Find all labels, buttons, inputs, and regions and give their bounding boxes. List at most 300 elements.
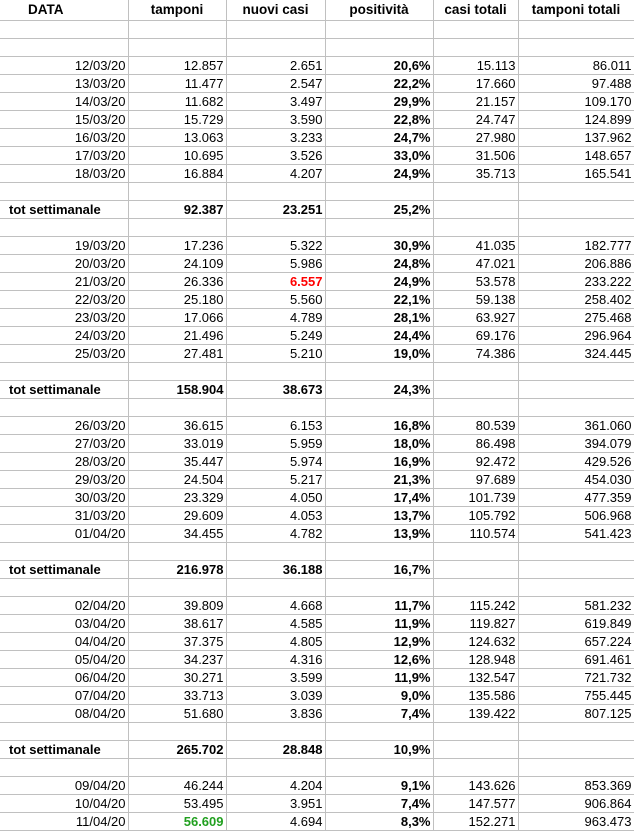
cell-date[interactable]: 04/04/20 xyxy=(0,633,128,651)
cell-casi-totali[interactable]: 110.574 xyxy=(433,525,518,543)
cell-tamponi-totali[interactable]: 324.445 xyxy=(518,345,634,363)
cell-tamponi[interactable]: 10.695 xyxy=(128,147,226,165)
header-tamponi[interactable]: tamponi xyxy=(128,0,226,21)
cell-date[interactable]: 27/03/20 xyxy=(0,435,128,453)
empty-cell[interactable] xyxy=(433,219,518,237)
cell-casi-totali[interactable]: 47.021 xyxy=(433,255,518,273)
cell-tamponi-totali[interactable]: 853.369 xyxy=(518,777,634,795)
cell-tamponi[interactable]: 17.236 xyxy=(128,237,226,255)
cell-tamponi-totali[interactable]: 963.473 xyxy=(518,813,634,831)
cell-positivita[interactable]: 18,0% xyxy=(325,435,433,453)
cell-positivita[interactable]: 12,6% xyxy=(325,651,433,669)
cell-tamponi-totali[interactable]: 206.886 xyxy=(518,255,634,273)
empty-cell[interactable] xyxy=(518,363,634,381)
cell-date[interactable]: 03/04/20 xyxy=(0,615,128,633)
cell-tamponi-totali[interactable]: 506.968 xyxy=(518,507,634,525)
cell-tamponi-totali[interactable]: 137.962 xyxy=(518,129,634,147)
empty-cell[interactable] xyxy=(518,399,634,417)
cell-tamponi[interactable]: 34.237 xyxy=(128,651,226,669)
cell-tamponi[interactable]: 17.066 xyxy=(128,309,226,327)
cell-nuovi-casi[interactable]: 4.585 xyxy=(226,615,325,633)
empty-cell[interactable] xyxy=(128,363,226,381)
empty-cell[interactable] xyxy=(518,219,634,237)
total-positivita[interactable]: 24,3% xyxy=(325,381,433,399)
table-row xyxy=(0,435,634,453)
cell-date[interactable]: 15/03/20 xyxy=(0,111,128,129)
empty-cell[interactable] xyxy=(433,579,518,597)
cell-casi-totali[interactable]: 101.739 xyxy=(433,489,518,507)
empty-row xyxy=(0,579,634,597)
cell-nuovi-casi[interactable]: 5.217 xyxy=(226,471,325,489)
empty-cell[interactable] xyxy=(0,723,128,741)
table-row xyxy=(0,417,634,435)
empty-cell[interactable] xyxy=(0,21,128,39)
cell-nuovi-casi[interactable]: 3.599 xyxy=(226,669,325,687)
cell-casi-totali[interactable]: 97.689 xyxy=(433,471,518,489)
cell-tamponi[interactable]: 15.729 xyxy=(128,111,226,129)
cell-nuovi-casi[interactable]: 5.249 xyxy=(226,327,325,345)
cell-date[interactable]: 26/03/20 xyxy=(0,417,128,435)
total-tamponi[interactable]: 216.978 xyxy=(128,561,226,579)
cell-tamponi-totali[interactable]: 86.011 xyxy=(518,57,634,75)
empty-cell[interactable] xyxy=(433,561,518,579)
cell-tamponi[interactable]: 39.809 xyxy=(128,597,226,615)
table-row xyxy=(0,705,634,723)
cell-positivita[interactable]: 22,2% xyxy=(325,75,433,93)
cell-nuovi-casi[interactable] xyxy=(226,273,325,291)
empty-cell[interactable] xyxy=(226,183,325,201)
cell-date[interactable]: 23/03/20 xyxy=(0,309,128,327)
header-positivita[interactable]: positività xyxy=(325,0,433,21)
empty-cell[interactable] xyxy=(518,183,634,201)
cell-casi-totali[interactable]: 69.176 xyxy=(433,327,518,345)
header-casi-totali[interactable]: casi totali xyxy=(433,0,518,21)
empty-cell[interactable] xyxy=(128,759,226,777)
cell-tamponi[interactable]: 11.477 xyxy=(128,75,226,93)
cell-casi-totali[interactable]: 139.422 xyxy=(433,705,518,723)
total-label[interactable]: tot settimanale xyxy=(0,741,128,759)
total-label[interactable]: tot settimanale xyxy=(0,381,128,399)
cell-tamponi[interactable]: 23.329 xyxy=(128,489,226,507)
empty-cell[interactable] xyxy=(325,21,433,39)
cell-nuovi-casi[interactable]: 5.210 xyxy=(226,345,325,363)
cell-tamponi-totali[interactable]: 233.222 xyxy=(518,273,634,291)
empty-cell[interactable] xyxy=(325,219,433,237)
empty-cell[interactable] xyxy=(0,219,128,237)
empty-cell[interactable] xyxy=(518,39,634,57)
cell-casi-totali[interactable]: 152.271 xyxy=(433,813,518,831)
cell-nuovi-casi[interactable]: 3.526 xyxy=(226,147,325,165)
cell-positivita[interactable]: 33,0% xyxy=(325,147,433,165)
cell-positivita[interactable]: 21,3% xyxy=(325,471,433,489)
table-row xyxy=(0,327,634,345)
cell-tamponi-totali[interactable]: 182.777 xyxy=(518,237,634,255)
table-row xyxy=(0,615,634,633)
empty-cell[interactable] xyxy=(325,39,433,57)
cell-tamponi-totali[interactable]: 124.899 xyxy=(518,111,634,129)
cell-nuovi-casi[interactable]: 5.986 xyxy=(226,255,325,273)
cell-positivita[interactable]: 7,4% xyxy=(325,705,433,723)
highlighted-value: 56.609 xyxy=(183,814,224,829)
cell-nuovi-casi[interactable]: 4.207 xyxy=(226,165,325,183)
cell-tamponi[interactable]: 33.019 xyxy=(128,435,226,453)
cell-date[interactable]: 01/04/20 xyxy=(0,525,128,543)
empty-cell[interactable] xyxy=(325,363,433,381)
cell-tamponi[interactable]: 38.617 xyxy=(128,615,226,633)
header-nuovi-casi[interactable]: nuovi casi xyxy=(226,0,325,21)
empty-cell[interactable] xyxy=(0,363,128,381)
cell-tamponi-totali[interactable]: 275.468 xyxy=(518,309,634,327)
cell-date[interactable]: 12/03/20 xyxy=(0,57,128,75)
table-row xyxy=(0,129,634,147)
cell-date[interactable]: 08/04/20 xyxy=(0,705,128,723)
total-tamponi[interactable]: 265.702 xyxy=(128,741,226,759)
cell-tamponi-totali[interactable]: 454.030 xyxy=(518,471,634,489)
cell-tamponi[interactable]: 26.336 xyxy=(128,273,226,291)
empty-row xyxy=(0,723,634,741)
cell-tamponi-totali[interactable]: 148.657 xyxy=(518,147,634,165)
cell-tamponi-totali[interactable]: 721.732 xyxy=(518,669,634,687)
empty-cell[interactable] xyxy=(518,561,634,579)
empty-cell[interactable] xyxy=(128,399,226,417)
cell-tamponi-totali[interactable]: 429.526 xyxy=(518,453,634,471)
cell-casi-totali[interactable]: 119.827 xyxy=(433,615,518,633)
total-nuovi-casi[interactable]: 38.673 xyxy=(226,381,325,399)
empty-cell[interactable] xyxy=(128,723,226,741)
empty-cell[interactable] xyxy=(433,183,518,201)
cell-date[interactable]: 20/03/20 xyxy=(0,255,128,273)
cell-casi-totali[interactable]: 105.792 xyxy=(433,507,518,525)
cell-tamponi-totali[interactable]: 109.170 xyxy=(518,93,634,111)
empty-cell[interactable] xyxy=(433,543,518,561)
cell-casi-totali[interactable]: 80.539 xyxy=(433,417,518,435)
empty-cell[interactable] xyxy=(433,399,518,417)
cell-tamponi-totali[interactable]: 258.402 xyxy=(518,291,634,309)
empty-cell[interactable] xyxy=(518,759,634,777)
cell-nuovi-casi[interactable]: 4.694 xyxy=(226,813,325,831)
empty-cell[interactable] xyxy=(518,741,634,759)
cell-date[interactable]: 06/04/20 xyxy=(0,669,128,687)
cell-tamponi-totali[interactable]: 657.224 xyxy=(518,633,634,651)
cell-nuovi-casi[interactable]: 3.233 xyxy=(226,129,325,147)
empty-cell[interactable] xyxy=(226,219,325,237)
total-nuovi-casi[interactable]: 36.188 xyxy=(226,561,325,579)
cell-tamponi[interactable]: 30.271 xyxy=(128,669,226,687)
cell-casi-totali[interactable]: 92.472 xyxy=(433,453,518,471)
table-row xyxy=(0,57,634,75)
total-positivita[interactable]: 16,7% xyxy=(325,561,433,579)
total-nuovi-casi[interactable]: 28.848 xyxy=(226,741,325,759)
cell-tamponi-totali[interactable]: 541.423 xyxy=(518,525,634,543)
cell-date[interactable]: 11/04/20 xyxy=(0,813,128,831)
cell-nuovi-casi[interactable]: 4.805 xyxy=(226,633,325,651)
cell-tamponi[interactable]: 37.375 xyxy=(128,633,226,651)
cell-nuovi-casi[interactable]: 4.789 xyxy=(226,309,325,327)
cell-date[interactable]: 10/04/20 xyxy=(0,795,128,813)
cell-nuovi-casi[interactable]: 3.497 xyxy=(226,93,325,111)
empty-cell[interactable] xyxy=(433,381,518,399)
cell-tamponi-totali[interactable]: 165.541 xyxy=(518,165,634,183)
cell-positivita[interactable]: 12,9% xyxy=(325,633,433,651)
weekly-total-row xyxy=(0,381,634,399)
cell-positivita[interactable]: 29,9% xyxy=(325,93,433,111)
cell-nuovi-casi[interactable]: 6.153 xyxy=(226,417,325,435)
cell-tamponi[interactable]: 35.447 xyxy=(128,453,226,471)
cell-date[interactable]: 02/04/20 xyxy=(0,597,128,615)
total-tamponi[interactable]: 92.387 xyxy=(128,201,226,219)
cell-positivita[interactable]: 11,7% xyxy=(325,597,433,615)
cell-positivita[interactable]: 17,4% xyxy=(325,489,433,507)
cell-casi-totali[interactable]: 15.113 xyxy=(433,57,518,75)
cell-date[interactable]: 21/03/20 xyxy=(0,273,128,291)
cell-casi-totali[interactable]: 21.157 xyxy=(433,93,518,111)
cell-casi-totali[interactable]: 147.577 xyxy=(433,795,518,813)
empty-cell[interactable] xyxy=(518,543,634,561)
cell-tamponi-totali[interactable]: 97.488 xyxy=(518,75,634,93)
empty-cell[interactable] xyxy=(518,579,634,597)
cell-tamponi-totali[interactable]: 755.445 xyxy=(518,687,634,705)
table-row xyxy=(0,165,634,183)
empty-cell[interactable] xyxy=(518,201,634,219)
cell-tamponi[interactable]: 11.682 xyxy=(128,93,226,111)
empty-cell[interactable] xyxy=(0,543,128,561)
empty-cell[interactable] xyxy=(0,183,128,201)
empty-cell[interactable] xyxy=(518,381,634,399)
header-tamponi-totali[interactable]: tamponi totali xyxy=(518,0,634,21)
total-nuovi-casi[interactable]: 23.251 xyxy=(226,201,325,219)
empty-cell[interactable] xyxy=(226,39,325,57)
cell-positivita[interactable]: 24,7% xyxy=(325,129,433,147)
table-row xyxy=(0,273,634,291)
table-row xyxy=(0,471,634,489)
cell-tamponi[interactable]: 29.609 xyxy=(128,507,226,525)
cell-nuovi-casi[interactable]: 3.951 xyxy=(226,795,325,813)
empty-cell[interactable] xyxy=(226,579,325,597)
cell-positivita[interactable]: 13,7% xyxy=(325,507,433,525)
empty-cell[interactable] xyxy=(128,579,226,597)
cell-nuovi-casi[interactable]: 5.560 xyxy=(226,291,325,309)
empty-cell[interactable] xyxy=(325,543,433,561)
cell-nuovi-casi[interactable]: 2.651 xyxy=(226,57,325,75)
cell-casi-totali[interactable]: 59.138 xyxy=(433,291,518,309)
cell-nuovi-casi[interactable]: 3.590 xyxy=(226,111,325,129)
cell-date[interactable]: 18/03/20 xyxy=(0,165,128,183)
cell-positivita[interactable]: 24,8% xyxy=(325,255,433,273)
cell-date[interactable]: 05/04/20 xyxy=(0,651,128,669)
cell-nuovi-casi[interactable]: 5.959 xyxy=(226,435,325,453)
cell-date[interactable]: 22/03/20 xyxy=(0,291,128,309)
cell-tamponi-totali[interactable]: 906.864 xyxy=(518,795,634,813)
empty-cell[interactable] xyxy=(433,39,518,57)
cell-nuovi-casi[interactable]: 3.836 xyxy=(226,705,325,723)
cell-tamponi[interactable]: 36.615 xyxy=(128,417,226,435)
table-row xyxy=(0,795,634,813)
cell-positivita[interactable]: 16,8% xyxy=(325,417,433,435)
cell-date[interactable]: 25/03/20 xyxy=(0,345,128,363)
cell-nuovi-casi[interactable]: 4.053 xyxy=(226,507,325,525)
cell-positivita[interactable]: 11,9% xyxy=(325,615,433,633)
empty-cell[interactable] xyxy=(128,183,226,201)
cell-casi-totali[interactable]: 35.713 xyxy=(433,165,518,183)
cell-positivita[interactable]: 24,9% xyxy=(325,273,433,291)
cell-date[interactable]: 09/04/20 xyxy=(0,777,128,795)
cell-casi-totali[interactable]: 115.242 xyxy=(433,597,518,615)
cell-nuovi-casi[interactable]: 5.974 xyxy=(226,453,325,471)
empty-cell[interactable] xyxy=(128,543,226,561)
cell-tamponi-totali[interactable]: 361.060 xyxy=(518,417,634,435)
cell-casi-totali[interactable]: 31.506 xyxy=(433,147,518,165)
cell-date[interactable]: 13/03/20 xyxy=(0,75,128,93)
cell-nuovi-casi[interactable]: 4.316 xyxy=(226,651,325,669)
cell-positivita[interactable]: 13,9% xyxy=(325,525,433,543)
cell-positivita[interactable]: 9,0% xyxy=(325,687,433,705)
cell-positivita[interactable]: 9,1% xyxy=(325,777,433,795)
cell-tamponi[interactable]: 13.063 xyxy=(128,129,226,147)
cell-tamponi[interactable]: 51.680 xyxy=(128,705,226,723)
empty-cell[interactable] xyxy=(226,363,325,381)
cell-casi-totali[interactable]: 132.547 xyxy=(433,669,518,687)
table-row xyxy=(0,345,634,363)
cell-casi-totali[interactable]: 74.386 xyxy=(433,345,518,363)
empty-cell[interactable] xyxy=(226,21,325,39)
header-data[interactable]: DATA xyxy=(0,0,128,21)
cell-casi-totali[interactable]: 135.586 xyxy=(433,687,518,705)
cell-tamponi[interactable]: 27.481 xyxy=(128,345,226,363)
cell-date[interactable]: 24/03/20 xyxy=(0,327,128,345)
empty-cell[interactable] xyxy=(325,759,433,777)
empty-row xyxy=(0,21,634,39)
empty-cell[interactable] xyxy=(433,363,518,381)
cell-positivita[interactable]: 11,9% xyxy=(325,669,433,687)
cell-tamponi[interactable]: 12.857 xyxy=(128,57,226,75)
cell-casi-totali[interactable]: 63.927 xyxy=(433,309,518,327)
empty-cell[interactable] xyxy=(128,21,226,39)
empty-cell[interactable] xyxy=(325,183,433,201)
cell-positivita[interactable]: 24,4% xyxy=(325,327,433,345)
total-label[interactable]: tot settimanale xyxy=(0,561,128,579)
cell-positivita[interactable]: 16,9% xyxy=(325,453,433,471)
empty-cell[interactable] xyxy=(433,741,518,759)
empty-cell[interactable] xyxy=(0,399,128,417)
cell-nuovi-casi[interactable]: 5.322 xyxy=(226,237,325,255)
cell-positivita[interactable]: 24,9% xyxy=(325,165,433,183)
empty-cell[interactable] xyxy=(226,723,325,741)
cell-tamponi-totali[interactable]: 296.964 xyxy=(518,327,634,345)
cell-nuovi-casi[interactable]: 4.668 xyxy=(226,597,325,615)
empty-row xyxy=(0,183,634,201)
cell-date[interactable]: 19/03/20 xyxy=(0,237,128,255)
total-positivita[interactable]: 25,2% xyxy=(325,201,433,219)
cell-nuovi-casi[interactable]: 3.039 xyxy=(226,687,325,705)
empty-cell[interactable] xyxy=(128,219,226,237)
total-label[interactable]: tot settimanale xyxy=(0,201,128,219)
cell-tamponi[interactable]: 24.109 xyxy=(128,255,226,273)
empty-cell[interactable] xyxy=(226,759,325,777)
cell-tamponi[interactable]: 53.495 xyxy=(128,795,226,813)
empty-cell[interactable] xyxy=(325,723,433,741)
cell-tamponi-totali[interactable]: 807.125 xyxy=(518,705,634,723)
empty-row xyxy=(0,219,634,237)
cell-tamponi[interactable]: 16.884 xyxy=(128,165,226,183)
cell-tamponi[interactable] xyxy=(128,813,226,831)
cell-tamponi[interactable]: 34.455 xyxy=(128,525,226,543)
cell-casi-totali[interactable]: 124.632 xyxy=(433,633,518,651)
empty-cell[interactable] xyxy=(518,21,634,39)
empty-cell[interactable] xyxy=(433,201,518,219)
cell-tamponi[interactable]: 25.180 xyxy=(128,291,226,309)
total-tamponi[interactable]: 158.904 xyxy=(128,381,226,399)
cell-date[interactable]: 14/03/20 xyxy=(0,93,128,111)
empty-cell[interactable] xyxy=(226,399,325,417)
cell-nuovi-casi[interactable]: 4.782 xyxy=(226,525,325,543)
cell-nuovi-casi[interactable]: 4.204 xyxy=(226,777,325,795)
cell-positivita[interactable]: 22,1% xyxy=(325,291,433,309)
cell-date[interactable]: 07/04/20 xyxy=(0,687,128,705)
empty-cell[interactable] xyxy=(128,39,226,57)
cell-casi-totali[interactable]: 143.626 xyxy=(433,777,518,795)
table-row xyxy=(0,291,634,309)
cell-date[interactable]: 16/03/20 xyxy=(0,129,128,147)
empty-cell[interactable] xyxy=(325,399,433,417)
cell-tamponi[interactable]: 24.504 xyxy=(128,471,226,489)
cell-tamponi-totali[interactable]: 691.461 xyxy=(518,651,634,669)
cell-positivita[interactable]: 19,0% xyxy=(325,345,433,363)
cell-tamponi[interactable]: 46.244 xyxy=(128,777,226,795)
empty-cell[interactable] xyxy=(433,723,518,741)
cell-casi-totali[interactable]: 53.578 xyxy=(433,273,518,291)
cell-tamponi-totali[interactable]: 394.079 xyxy=(518,435,634,453)
table-row xyxy=(0,75,634,93)
cell-date[interactable]: 31/03/20 xyxy=(0,507,128,525)
table-row xyxy=(0,669,634,687)
cell-casi-totali[interactable]: 17.660 xyxy=(433,75,518,93)
cell-nuovi-casi[interactable]: 2.547 xyxy=(226,75,325,93)
cell-positivita[interactable]: 30,9% xyxy=(325,237,433,255)
cell-casi-totali[interactable]: 128.948 xyxy=(433,651,518,669)
empty-cell[interactable] xyxy=(0,39,128,57)
cell-positivita[interactable]: 7,4% xyxy=(325,795,433,813)
cell-date[interactable]: 29/03/20 xyxy=(0,471,128,489)
cell-date[interactable]: 28/03/20 xyxy=(0,453,128,471)
cell-positivita[interactable]: 22,8% xyxy=(325,111,433,129)
empty-cell[interactable] xyxy=(518,723,634,741)
cell-casi-totali[interactable]: 24.747 xyxy=(433,111,518,129)
cell-tamponi-totali[interactable]: 477.359 xyxy=(518,489,634,507)
empty-cell[interactable] xyxy=(433,21,518,39)
cell-casi-totali[interactable]: 41.035 xyxy=(433,237,518,255)
cell-tamponi-totali[interactable]: 619.849 xyxy=(518,615,634,633)
cell-date[interactable]: 30/03/20 xyxy=(0,489,128,507)
cell-positivita[interactable]: 20,6% xyxy=(325,57,433,75)
cell-positivita[interactable]: 8,3% xyxy=(325,813,433,831)
empty-cell[interactable] xyxy=(325,579,433,597)
cell-tamponi[interactable]: 33.713 xyxy=(128,687,226,705)
empty-cell[interactable] xyxy=(0,579,128,597)
empty-cell[interactable] xyxy=(433,759,518,777)
table-row xyxy=(0,453,634,471)
highlighted-value: 6.557 xyxy=(289,274,323,289)
cell-tamponi-totali[interactable]: 581.232 xyxy=(518,597,634,615)
cell-nuovi-casi[interactable]: 4.050 xyxy=(226,489,325,507)
total-positivita[interactable]: 10,9% xyxy=(325,741,433,759)
cell-positivita[interactable]: 28,1% xyxy=(325,309,433,327)
empty-cell[interactable] xyxy=(0,759,128,777)
cell-casi-totali[interactable]: 27.980 xyxy=(433,129,518,147)
empty-cell[interactable] xyxy=(226,543,325,561)
cell-date[interactable]: 17/03/20 xyxy=(0,147,128,165)
cell-casi-totali[interactable]: 86.498 xyxy=(433,435,518,453)
cell-tamponi[interactable]: 21.496 xyxy=(128,327,226,345)
